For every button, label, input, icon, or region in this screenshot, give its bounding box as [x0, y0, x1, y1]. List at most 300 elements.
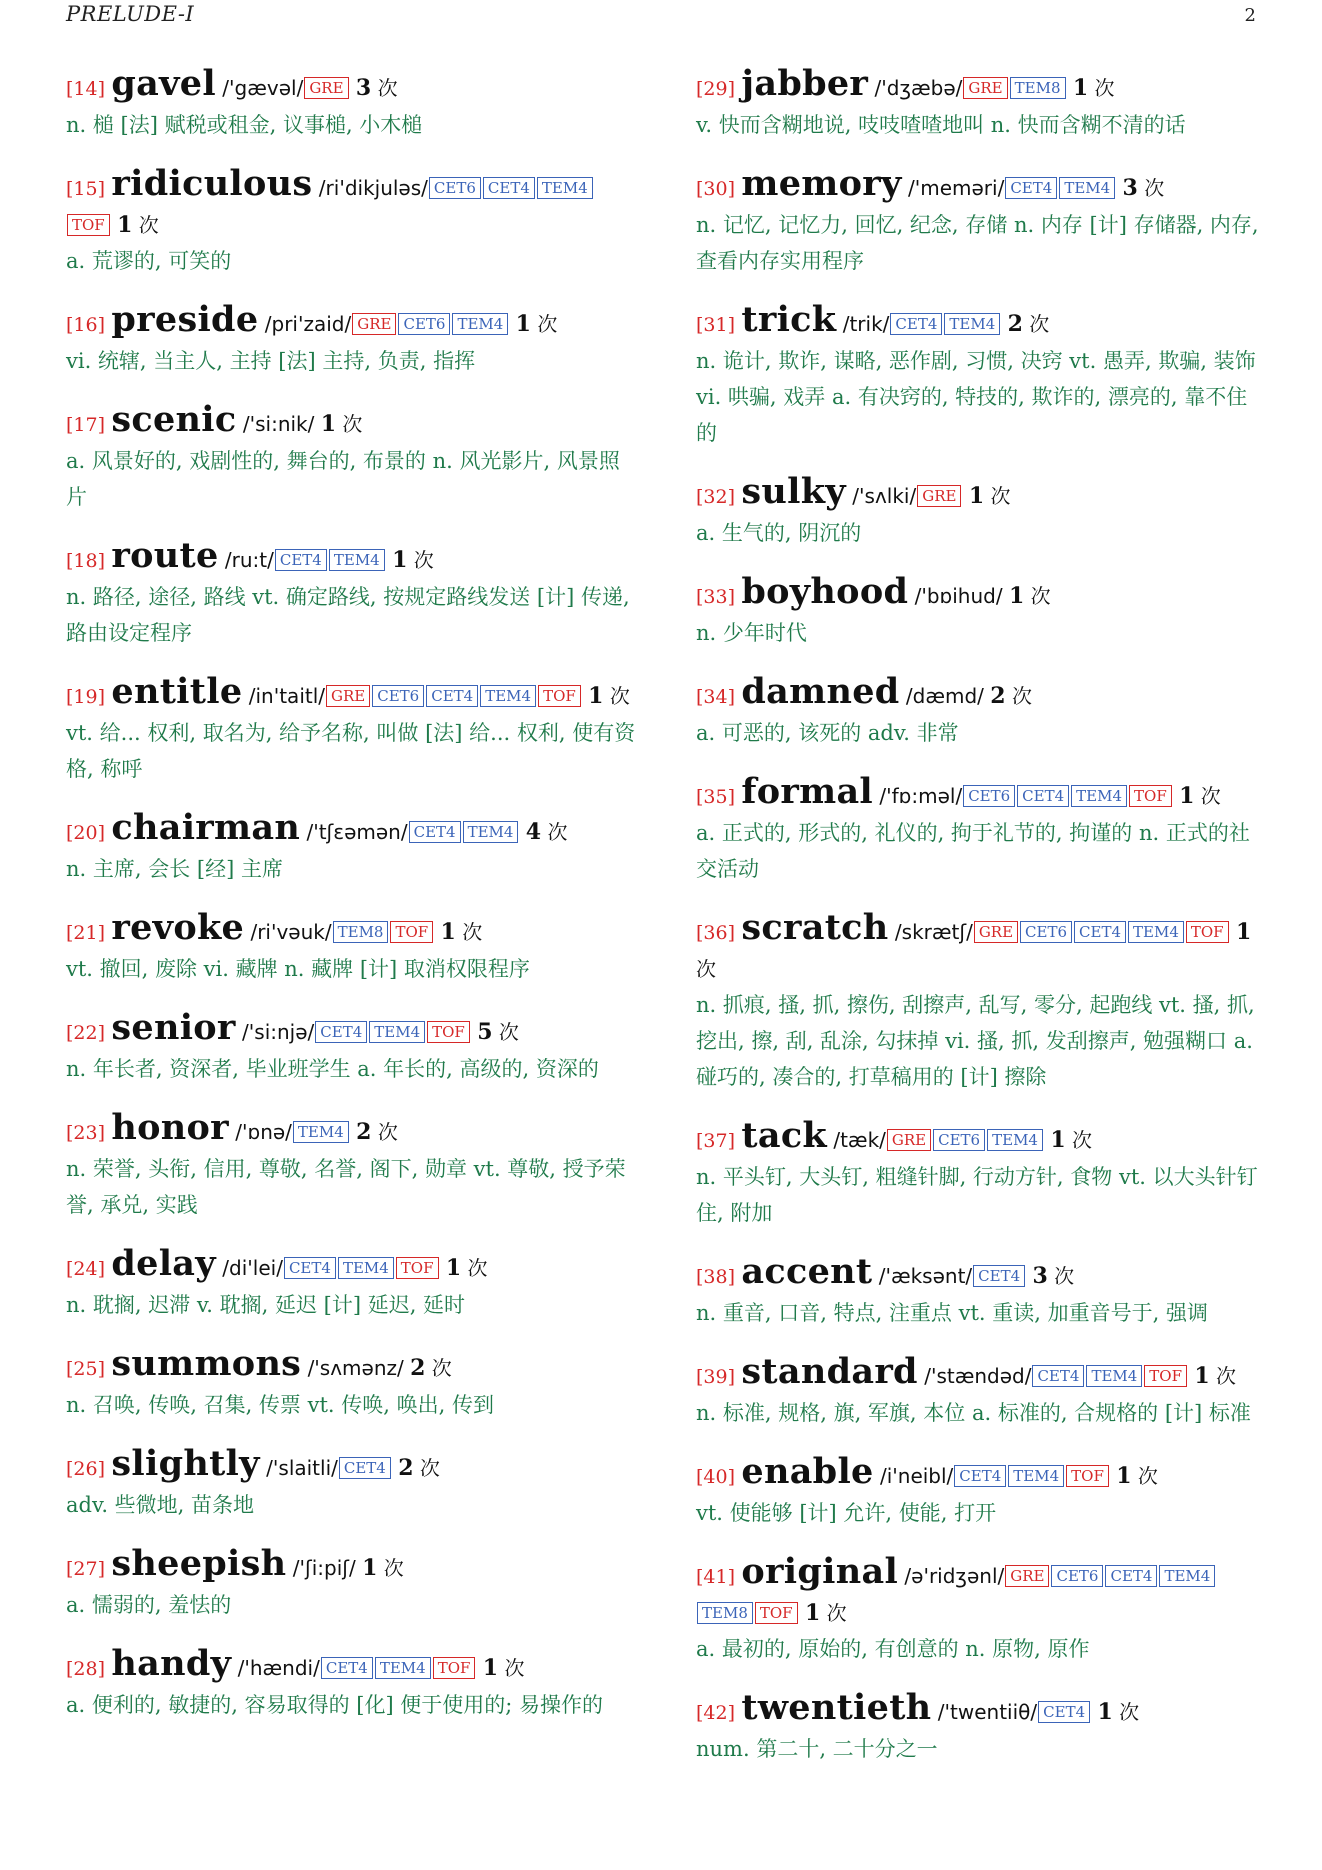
frequency-unit: 次 — [990, 484, 1011, 508]
frequency — [1098, 1700, 1140, 1724]
left-column — [66, 63, 636, 1746]
definition: n. 槌 [法] 赋税或租金, 议事槌, 小木槌 — [66, 113, 423, 137]
headword: sulky — [741, 471, 846, 512]
frequency-count: 2 — [356, 1119, 372, 1145]
definition: a. 便利的, 敏捷的, 容易取得的 [化] 便于使用的; 易操作的 — [66, 1693, 604, 1717]
exam-tag-badge: GRE — [352, 313, 396, 335]
right-column — [696, 63, 1266, 1790]
word-entry — [696, 1687, 1266, 1767]
entry-index: [24] — [66, 1258, 106, 1280]
entry-index: [20] — [66, 822, 106, 844]
frequency — [392, 548, 434, 572]
frequency-count: 1 — [445, 1255, 462, 1281]
headword: memory — [741, 163, 902, 204]
entry-head — [66, 1343, 636, 1387]
frequency-count: 1 — [1235, 919, 1252, 945]
frequency — [477, 1020, 519, 1044]
exam-tag-badge: TOF — [538, 685, 581, 707]
headword: tack — [741, 1115, 827, 1156]
exam-tag-badge: CET4 — [315, 1021, 367, 1043]
definition: n. 路径, 途径, 路线 vt. 确定路线, 按规定路线发送 [计] 传递, 路由设定程序 — [66, 585, 630, 645]
frequency-count: 4 — [525, 819, 542, 845]
exam-tag-badge: TOF — [1144, 1365, 1187, 1387]
frequency-count: 1 — [968, 483, 985, 509]
exam-tag-badge: TEM4 — [452, 313, 508, 335]
phonetic: /skrætʃ/ — [894, 920, 973, 944]
entry-index: [21] — [66, 922, 106, 944]
frequency — [356, 1120, 398, 1144]
word-entry — [696, 471, 1266, 551]
entry-head — [696, 1251, 1266, 1295]
exam-tag-badge: CET4 — [954, 1465, 1006, 1487]
frequency-count: 1 — [440, 919, 456, 945]
entry-head — [66, 399, 636, 443]
definition: vt. 撤回, 废除 vi. 藏牌 n. 藏牌 [计] 取消权限程序 — [66, 957, 530, 981]
word-entry — [66, 1543, 636, 1623]
frequency — [1033, 1264, 1075, 1288]
frequency — [588, 684, 630, 708]
headword: gavel — [111, 63, 216, 104]
entry-head — [696, 1687, 1266, 1731]
word-entry — [696, 1251, 1266, 1331]
entry-index: [19] — [66, 686, 106, 708]
exam-tag-badge: CET6 — [963, 785, 1015, 807]
phonetic: /ri'dikjuləs/ — [318, 176, 428, 200]
word-entry — [696, 299, 1266, 451]
headword: preside — [111, 299, 259, 340]
exam-tag-badge: TEM4 — [537, 177, 593, 199]
definition: a. 懦弱的, 羞怯的 — [66, 1593, 232, 1617]
exam-tag-badge: TOF — [433, 1657, 476, 1679]
word-entry — [696, 671, 1266, 751]
exam-tag-badge: TEM4 — [1008, 1465, 1064, 1487]
entry-index: [41] — [696, 1566, 736, 1588]
frequency-unit: 次 — [1029, 312, 1050, 336]
word-entry — [696, 1115, 1266, 1231]
frequency-count: 1 — [1179, 783, 1195, 809]
exam-tag-badge: TEM4 — [1059, 177, 1115, 199]
phonetic: /ə'ridʒənl/ — [904, 1564, 1005, 1588]
frequency — [321, 412, 363, 436]
frequency-count: 1 — [1194, 1363, 1210, 1389]
entry-head — [66, 907, 636, 951]
definition: a. 正式的, 形式的, 礼仪的, 拘于礼节的, 拘谨的 n. 正式的社交活动 — [696, 821, 1250, 881]
entry-index: [29] — [696, 78, 736, 100]
exam-tag-badge: TEM8 — [697, 1602, 753, 1624]
exam-tag-badge: CET4 — [321, 1657, 373, 1679]
frequency-unit: 次 — [498, 1020, 519, 1044]
headword: jabber — [741, 63, 869, 104]
definition: vt. 使能够 [计] 允许, 使能, 打开 — [696, 1501, 997, 1525]
entry-head — [696, 671, 1266, 715]
headword: slightly — [111, 1443, 260, 1484]
frequency — [990, 684, 1032, 708]
frequency-unit: 次 — [462, 920, 483, 944]
entry-head — [66, 807, 636, 851]
frequency-unit: 次 — [609, 684, 630, 708]
exam-tag-badge: TOF — [755, 1602, 798, 1624]
headword: damned — [741, 671, 900, 712]
definition: n. 记忆, 记忆力, 回忆, 纪念, 存储 n. 内存 [计] 存储器, 内存, 查看内存实用程序 — [696, 213, 1259, 273]
entry-index: [30] — [696, 178, 736, 200]
entry-head — [696, 63, 1266, 107]
entry-index: [34] — [696, 686, 736, 708]
exam-tag-badge: TEM4 — [1159, 1565, 1215, 1587]
headword: entitle — [111, 671, 243, 712]
frequency-count: 2 — [410, 1355, 426, 1381]
frequency — [1073, 76, 1115, 100]
headword: ridiculous — [111, 163, 313, 204]
definition: a. 生气的, 阴沉的 — [696, 521, 862, 545]
entry-head — [696, 1351, 1266, 1395]
entry-head — [66, 1443, 636, 1487]
headword: route — [111, 535, 219, 576]
phonetic: /'æksənt/ — [878, 1264, 973, 1288]
frequency-count: 3 — [1032, 1263, 1048, 1289]
frequency — [1123, 176, 1165, 200]
frequency-count: 1 — [804, 1600, 821, 1626]
frequency — [1116, 1464, 1158, 1488]
word-entry — [696, 1451, 1266, 1531]
definition: n. 重音, 口音, 特点, 注重点 vt. 重读, 加重音号于, 强调 — [696, 1301, 1208, 1325]
frequency-unit: 次 — [547, 820, 568, 844]
definition: n. 主席, 会长 [经] 主席 — [66, 857, 283, 881]
entry-head — [696, 1451, 1266, 1495]
definition: v. 快而含糊地说, 吱吱喳喳地叫 n. 快而含糊不清的话 — [696, 113, 1186, 137]
frequency-unit: 次 — [826, 1601, 847, 1625]
entry-head — [66, 1643, 636, 1687]
entry-head — [696, 1551, 1266, 1631]
frequency-unit: 次 — [342, 412, 363, 436]
definition: a. 荒谬的, 可笑的 — [66, 249, 232, 273]
headword: senior — [111, 1007, 236, 1048]
headword: summons — [111, 1343, 302, 1384]
exam-tag-badge: CET4 — [426, 685, 478, 707]
frequency-count: 1 — [515, 311, 531, 337]
exam-tag-badge: CET6 — [398, 313, 450, 335]
entry-head — [66, 1007, 636, 1051]
frequency-unit: 次 — [504, 1656, 525, 1680]
phonetic: /'hændi/ — [237, 1656, 320, 1680]
word-entry — [66, 299, 636, 379]
word-entry — [696, 907, 1266, 1095]
exam-tag-badge: TEM4 — [1071, 785, 1127, 807]
exam-tag-badge: TEM8 — [333, 921, 389, 943]
phonetic: /'dʒæbə/ — [874, 76, 963, 100]
entry-index: [40] — [696, 1466, 736, 1488]
word-entry — [66, 907, 636, 987]
word-entry — [66, 1007, 636, 1087]
exam-tag-badge: TEM4 — [329, 549, 385, 571]
exam-tag-badge: CET4 — [339, 1457, 391, 1479]
exam-tag-badge: CET4 — [1005, 177, 1057, 199]
exam-tag-badge: CET4 — [890, 313, 942, 335]
exam-tag-badge: CET6 — [933, 1129, 985, 1151]
headword: scenic — [111, 399, 237, 440]
headword: twentieth — [741, 1687, 932, 1728]
entry-head — [66, 1243, 636, 1287]
exam-tag-badge: CET6 — [372, 685, 424, 707]
word-entry — [66, 1443, 636, 1523]
frequency-unit: 次 — [138, 213, 159, 237]
frequency-unit: 次 — [1094, 76, 1115, 100]
definition: n. 召唤, 传唤, 召集, 传票 vt. 传唤, 唤出, 传到 — [66, 1393, 494, 1417]
phonetic: /'fɒ:məl/ — [879, 784, 963, 808]
exam-tag-badge: TEM4 — [369, 1021, 425, 1043]
frequency-unit: 次 — [696, 957, 716, 981]
exam-tag-badge: CET4 — [1038, 1701, 1090, 1723]
frequency-unit: 次 — [1011, 684, 1032, 708]
entry-head — [696, 163, 1266, 207]
exam-tag-badge: CET4 — [409, 821, 461, 843]
headword: standard — [741, 1351, 918, 1392]
frequency-count: 1 — [320, 411, 337, 437]
phonetic: /'tʃɛəmən/ — [306, 820, 408, 844]
exam-tag-badge: TEM4 — [944, 313, 1000, 335]
frequency — [398, 1456, 440, 1480]
definition: n. 抓痕, 搔, 抓, 擦伤, 刮擦声, 乱写, 零分, 起跑线 vt. 搔, 抓, 挖出, 擦, 刮, 乱涂, 勾抹掉 vi. 搔, 抓, 发刮擦声, 勉强糊口 a. 碰巧的, 凑合的, 打草稿用的 [计] 擦除 — [696, 993, 1255, 1089]
running-title: PRELUDE-I — [66, 2, 195, 26]
frequency — [441, 920, 483, 944]
entry-head — [696, 471, 1266, 515]
frequency-count: 2 — [398, 1455, 414, 1481]
exam-tag-badge: TOF — [396, 1257, 439, 1279]
word-entry — [696, 163, 1266, 279]
exam-tag-badge: TOF — [427, 1021, 470, 1043]
exam-tag-badge: TOF — [1129, 785, 1172, 807]
entry-index: [14] — [66, 78, 106, 100]
exam-tag-badge: TEM4 — [480, 685, 536, 707]
exam-tag-badge: CET4 — [1032, 1365, 1084, 1387]
exam-tag-badge: CET4 — [483, 177, 535, 199]
definition: n. 诡计, 欺诈, 谋略, 恶作剧, 习惯, 决窍 vt. 愚弄, 欺骗, 装饰 vi. 哄骗, 戏弄 a. 有决窍的, 特技的, 欺诈的, 漂亮的, 靠不住的 — [696, 349, 1256, 445]
frequency — [969, 484, 1011, 508]
word-entry — [66, 807, 636, 887]
word-entry — [696, 571, 1266, 651]
phonetic: /'gævəl/ — [222, 76, 304, 100]
phonetic: /tæk/ — [833, 1128, 886, 1152]
headword: chairman — [111, 807, 301, 848]
exam-tag-badge: TEM4 — [338, 1257, 394, 1279]
page-header — [66, 2, 1256, 34]
frequency-count: 2 — [990, 683, 1006, 709]
phonetic: /dæmd/ — [905, 684, 984, 708]
entry-index: [17] — [66, 414, 106, 436]
frequency — [805, 1601, 847, 1625]
exam-tag-badge: TEM4 — [1128, 921, 1184, 943]
headword: formal — [741, 771, 874, 812]
exam-tag-badge: CET6 — [429, 177, 481, 199]
entry-head — [66, 163, 636, 243]
frequency-unit: 次 — [383, 1556, 404, 1580]
phonetic: /'twentiiθ/ — [937, 1700, 1038, 1724]
exam-tag-badge: TOF — [390, 921, 433, 943]
phonetic: /'si:nik/ — [242, 412, 315, 436]
exam-tag-badge: GRE — [963, 77, 1007, 99]
entry-index: [16] — [66, 314, 106, 336]
entry-index: [39] — [696, 1366, 736, 1388]
entry-head — [696, 771, 1266, 815]
phonetic: /in'taitl/ — [248, 684, 326, 708]
entry-head — [696, 1115, 1266, 1159]
definition: a. 风景好的, 戏剧性的, 舞台的, 布景的 n. 风光影片, 风景照片 — [66, 449, 620, 509]
frequency-count: 1 — [1072, 75, 1089, 101]
exam-tag-badge: TOF — [67, 214, 110, 236]
entry-index: [15] — [66, 178, 106, 200]
entry-head — [66, 535, 636, 579]
word-entry — [66, 1643, 636, 1723]
frequency-count: 1 — [117, 212, 133, 238]
definition: a. 最初的, 原始的, 有创意的 n. 原物, 原作 — [696, 1637, 1090, 1661]
exam-tag-badge: TOF — [1186, 921, 1229, 943]
definition: num. 第二十, 二十分之一 — [696, 1737, 938, 1761]
entry-head — [66, 671, 636, 715]
word-entry — [696, 1551, 1266, 1667]
frequency-unit: 次 — [377, 1120, 398, 1144]
headword: trick — [741, 299, 837, 340]
exam-tag-badge: GRE — [887, 1129, 931, 1151]
frequency-unit: 次 — [377, 76, 398, 100]
frequency — [1050, 1128, 1092, 1152]
frequency-count: 1 — [588, 683, 604, 709]
frequency-unit: 次 — [1200, 784, 1221, 808]
frequency — [516, 312, 558, 336]
headword: enable — [741, 1451, 874, 1492]
frequency-unit: 次 — [1072, 1128, 1092, 1152]
frequency-unit: 次 — [431, 1356, 452, 1380]
phonetic: /i'neibl/ — [879, 1464, 954, 1488]
phonetic: /'sʌlki/ — [852, 484, 917, 508]
frequency-unit: 次 — [1054, 1264, 1075, 1288]
headword: delay — [111, 1243, 216, 1284]
word-entry — [696, 63, 1266, 143]
phonetic: /'ʃi:piʃ/ — [292, 1556, 356, 1580]
exam-tag-badge: CET4 — [275, 549, 327, 571]
exam-tag-badge: CET4 — [284, 1257, 336, 1279]
frequency-count: 3 — [355, 75, 372, 101]
phonetic: /ri'vəuk/ — [250, 920, 332, 944]
phonetic: /trik/ — [842, 312, 890, 336]
entry-head — [696, 907, 1266, 987]
definition: vi. 统辖, 当主人, 主持 [法] 主持, 负责, 指挥 — [66, 349, 476, 373]
frequency-count: 2 — [1007, 311, 1023, 337]
frequency — [362, 1556, 404, 1580]
word-entry — [66, 399, 636, 515]
frequency — [1194, 1364, 1236, 1388]
word-entry — [696, 771, 1266, 887]
frequency-count: 1 — [362, 1555, 378, 1581]
frequency — [1009, 584, 1051, 608]
entry-index: [23] — [66, 1122, 106, 1144]
definition: n. 年长者, 资深者, 毕业班学生 a. 年长的, 高级的, 资深的 — [66, 1057, 599, 1081]
exam-tag-badge: CET4 — [973, 1265, 1025, 1287]
phonetic: /pri'zaid/ — [264, 312, 352, 336]
headword: handy — [111, 1643, 232, 1684]
entry-index: [22] — [66, 1022, 106, 1044]
frequency-count: 3 — [1122, 175, 1138, 201]
frequency-count: 1 — [482, 1655, 499, 1681]
headword: original — [741, 1551, 899, 1592]
phonetic: /'meməri/ — [908, 176, 1005, 200]
entry-index: [25] — [66, 1358, 106, 1380]
entry-index: [27] — [66, 1558, 106, 1580]
phonetic: /'ɒnə/ — [235, 1120, 292, 1144]
entry-index: [33] — [696, 586, 736, 608]
word-entry — [66, 63, 636, 143]
frequency — [483, 1656, 525, 1680]
entry-index: [37] — [696, 1130, 736, 1152]
exam-tag-badge: CET4 — [1105, 1565, 1157, 1587]
entry-index: [31] — [696, 314, 736, 336]
entry-head — [66, 299, 636, 343]
exam-tag-badge: TEM4 — [1086, 1365, 1142, 1387]
frequency-count: 5 — [477, 1019, 493, 1045]
entry-head — [66, 1107, 636, 1151]
frequency — [526, 820, 568, 844]
exam-tag-badge: TEM8 — [1010, 77, 1066, 99]
frequency-unit: 次 — [1137, 1464, 1158, 1488]
exam-tag-badge: GRE — [326, 685, 370, 707]
entry-index: [36] — [696, 922, 736, 944]
entry-index: [28] — [66, 1658, 106, 1680]
definition: adv. 些微地, 苗条地 — [66, 1493, 255, 1517]
exam-tag-badge: CET4 — [1074, 921, 1126, 943]
entry-head — [696, 299, 1266, 343]
definition: n. 平头钉, 大头钉, 粗缝针脚, 行动方针, 食物 vt. 以大头针钉住, 附加 — [696, 1165, 1258, 1225]
headword: scratch — [741, 907, 889, 948]
word-entry — [66, 163, 636, 279]
definition: n. 标准, 规格, 旗, 军旗, 本位 a. 标准的, 合规格的 [计] 标准 — [696, 1401, 1251, 1425]
frequency — [1179, 784, 1221, 808]
frequency-unit: 次 — [537, 312, 558, 336]
headword: honor — [111, 1107, 229, 1148]
phonetic: /'bɒihud/ — [914, 584, 1003, 608]
entry-index: [26] — [66, 1458, 106, 1480]
frequency-count: 1 — [1050, 1127, 1066, 1153]
definition: a. 可恶的, 该死的 adv. 非常 — [696, 721, 959, 745]
frequency — [356, 76, 398, 100]
word-entry — [66, 1243, 636, 1323]
frequency-unit: 次 — [467, 1256, 488, 1280]
exam-tag-badge: TEM4 — [463, 821, 519, 843]
page-number: 2 — [1244, 5, 1256, 26]
phonetic: /'sʌmənz/ — [307, 1356, 404, 1380]
definition: vt. 给... 权利, 取名为, 给予名称, 叫做 [法] 给... 权利, 使有资格, 称呼 — [66, 721, 636, 781]
frequency-unit: 次 — [1119, 1700, 1140, 1724]
word-entry — [66, 535, 636, 651]
entry-index: [18] — [66, 550, 106, 572]
frequency-unit: 次 — [413, 548, 434, 572]
exam-tag-badge: GRE — [304, 77, 348, 99]
entry-index: [32] — [696, 486, 736, 508]
headword: revoke — [111, 907, 245, 948]
frequency-count: 1 — [1008, 583, 1025, 609]
frequency-unit: 次 — [1144, 176, 1165, 200]
frequency — [117, 213, 159, 237]
frequency-unit: 次 — [1216, 1364, 1237, 1388]
word-entry — [66, 1107, 636, 1223]
phonetic: /'si:njə/ — [242, 1020, 315, 1044]
headword: boyhood — [741, 571, 909, 612]
frequency — [410, 1356, 452, 1380]
exam-tag-badge: GRE — [974, 921, 1018, 943]
frequency — [446, 1256, 488, 1280]
phonetic: /di'lei/ — [222, 1256, 283, 1280]
exam-tag-badge: CET6 — [1020, 921, 1072, 943]
entry-head — [66, 1543, 636, 1587]
phonetic: /ru:t/ — [224, 548, 274, 572]
entry-index: [38] — [696, 1266, 736, 1288]
